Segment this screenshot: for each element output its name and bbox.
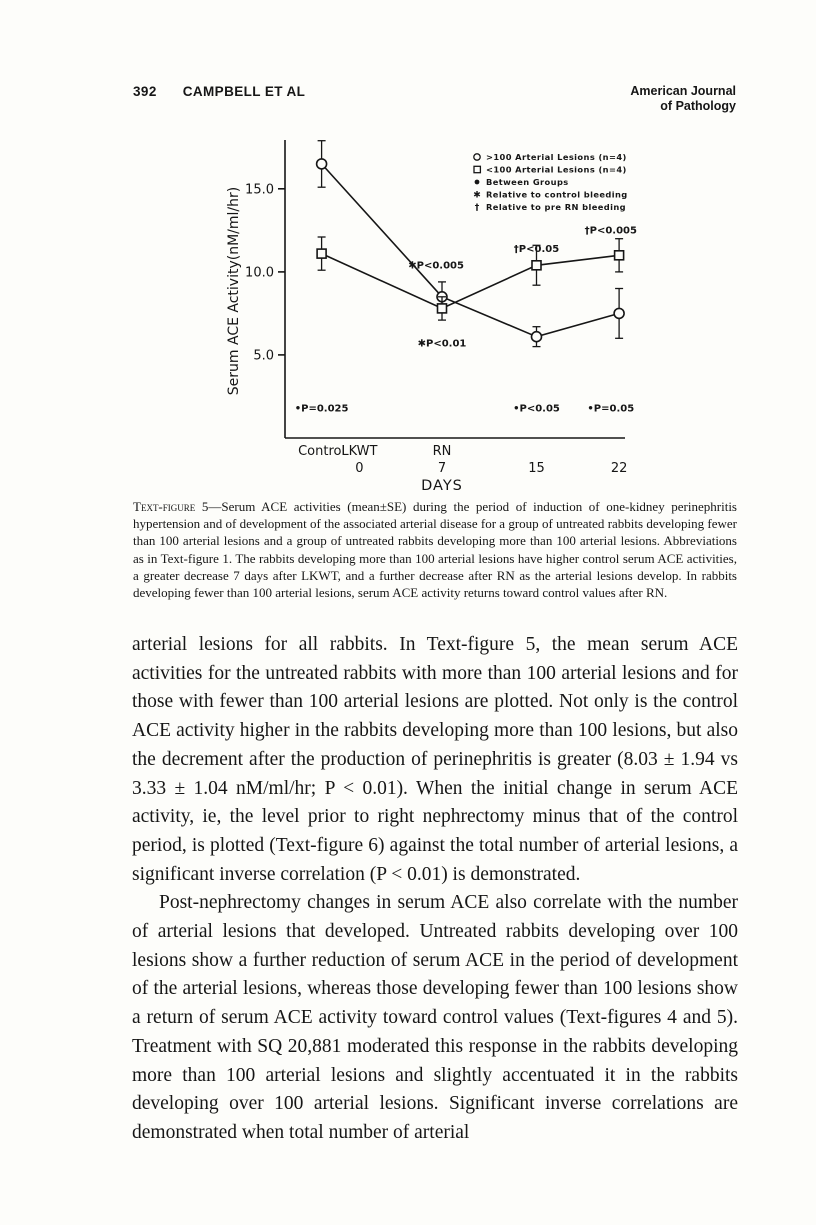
- svg-text:5.0: 5.0: [253, 348, 274, 364]
- svg-text:Control: Control: [298, 444, 346, 459]
- svg-text:Between Groups: Between Groups: [486, 177, 569, 187]
- svg-text:✱: ✱: [473, 190, 481, 201]
- serum-ace-activity-chart: [225, 138, 695, 494]
- svg-text:15: 15: [528, 461, 545, 476]
- figure-caption: [133, 498, 737, 601]
- body-paragraph-1: arterial lesions for all rabbits. In Text-figure 5, the mean serum ACE activities for the untreated rabbits with more than 100 arterial lesions and for those with fewer than 100 arterial lesions are plotted. Not only is the control ACE activity higher in the rabbits developing more than 100 lesions, but also the decrement after the production of perinephritis is greater (8.03 ± 1.94 vs 3.33 ± 1.04 nM/ml/hr; P < 0.01). When the initial change in serum ACE activity, ie, the level prior to right nephrectomy minus that of the control period, is plotted (Text-figure 6) against the total number of arterial lesions, a significant inverse correlation (P < 0.01) is demonstrated.: [132, 634, 738, 885]
- journal-name-line1: American Journal: [630, 84, 736, 98]
- svg-text:10.0: 10.0: [245, 265, 274, 281]
- running-head-authors: CAMPBELL ET AL: [182, 84, 306, 99]
- svg-text:Relative to control bleeding: Relative to control bleeding: [486, 189, 628, 200]
- svg-text:<100 Arterial Lesions (n=4): <100 Arterial Lesions (n=4): [486, 164, 627, 175]
- svg-text:•P<0.05: •P<0.05: [513, 403, 560, 415]
- svg-text:•P=0.025: •P=0.025: [294, 403, 349, 415]
- figure-caption-text: —Serum ACE activities (mean±SE) during the period of induction of one-kidney perinephritis hypertension and of development of the associated arterial disease for a group of untreated rabbits developing fewer than 100 arterial lesions and a group of untreated rabbits developing more than 100 arterial lesions. Abbreviations as in Text-figure 1. The rabbits developing more than 100 arterial lesions have higher control serum ACE activities, a greater decrease 7 days after LKWT, and a further decrease after RN as the arterial lesions develop. In rabbits developing fewer than 100 arterial lesions, serum ACE activity returns toward control values after RN.: [133, 499, 737, 601]
- svg-text:†P<0.005: †P<0.005: [584, 225, 637, 237]
- page-header: [133, 84, 736, 114]
- svg-text:>100 Arterial Lesions (n=4): >100 Arterial Lesions (n=4): [486, 152, 627, 162]
- journal-name: [630, 84, 736, 114]
- page-number: 392: [133, 84, 157, 99]
- svg-text:0: 0: [355, 461, 364, 476]
- svg-text:RN: RN: [432, 444, 452, 459]
- svg-text:Relative to pre RN bleeding: Relative to pre RN bleeding: [486, 202, 626, 212]
- figure-caption-label: Text-figure 5: [133, 499, 209, 514]
- svg-text:†: †: [474, 203, 480, 213]
- svg-text:DAYS: DAYS: [421, 478, 463, 494]
- svg-text:15.0: 15.0: [245, 182, 274, 198]
- journal-name-line2: of Pathology: [660, 99, 736, 113]
- body-paragraph-2: Post-nephrectomy changes in serum ACE also correlate with the number of arterial lesions that developed. Untreated rabbits developing over 100 lesions show a further reduction of serum ACE in the period of development of the arterial lesions, whereas those developing fewer than 100 lesions show a return of serum ACE activity toward control values (Text-figures 4 and 5). Treatment with SQ 20,881 moderated this response in the rabbits developing more than 100 arterial lesions and slightly accentuated it in the rabbits developing over 100 arterial lesions. Significant inverse correlations are demonstrated when total number of arterial: [132, 892, 738, 1143]
- text-figure-5-line-chart: [225, 138, 695, 494]
- svg-text:✱P<0.01: ✱P<0.01: [417, 338, 467, 350]
- svg-text:•P=0.05: •P=0.05: [587, 403, 635, 415]
- svg-text:22: 22: [610, 461, 628, 476]
- svg-text:†P<0.05: †P<0.05: [513, 244, 560, 255]
- svg-text:LKWT: LKWT: [341, 444, 378, 459]
- svg-text:✱P<0.005: ✱P<0.005: [408, 260, 464, 272]
- svg-text:Serum ACE Activity(nM/ml/hr): Serum ACE Activity(nM/ml/hr): [226, 186, 242, 396]
- running-head: [133, 84, 305, 99]
- svg-text:7: 7: [437, 461, 447, 476]
- body-text: [132, 631, 738, 1148]
